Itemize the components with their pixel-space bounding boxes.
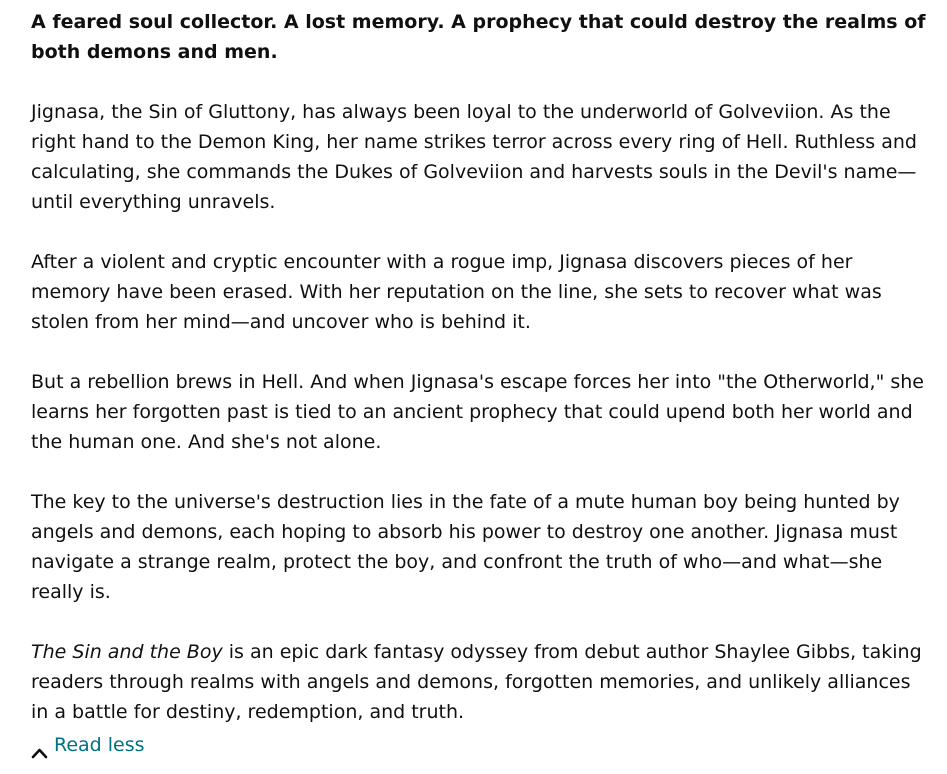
chevron-up-icon [31,739,48,751]
description-tagline: A feared soul collector. A lost memory. A prophecy that could destroy the realms of both demons and men. [31,11,926,63]
description-paragraph: Jignasa, the Sin of Gluttony, has always been loyal to the underworld of Golveviion. As the right hand to the Demon King, her name strikes terror across every ring of Hell. Ruthless and calculating, she commands the Dukes of Golveviion and harvests souls in the Devil's name—until everything unravels. [31,101,917,213]
description-closing-paragraph [31,637,927,727]
book-description [31,7,927,727]
description-paragraph: After a violent and cryptic encounter with a rogue imp, Jignasa discovers pieces of her memory have been erased. With her reputation on the line, she sets to recover what was stolen from her mind—and uncover who is behind it. [31,251,882,333]
closing-text: is an epic dark fantasy odyssey from debut author Shaylee Gibbs, taking readers through realms with angels and demons, forgotten memories, and unlikely alliances in a battle for destiny, redemption, and truth. [31,641,922,723]
description-paragraph: The key to the universe's destruction lies in the fate of a mute human boy being hunted by angels and demons, each hoping to absorb his power to destroy one another. Jignasa must navigate a strange realm, protect the boy, and confront the truth of who—and what—she really is. [31,491,900,603]
book-title: The Sin and the Boy [31,641,223,663]
read-less-label: Read less [54,734,145,756]
description-paragraph: But a rebellion brews in Hell. And when Jignasa's escape forces her into "the Otherworld," she learns her forgotten past is tied to an ancient prophecy that could upend both her world and the human one. And she's not alone. [31,371,924,453]
read-less-link[interactable] [31,731,145,759]
